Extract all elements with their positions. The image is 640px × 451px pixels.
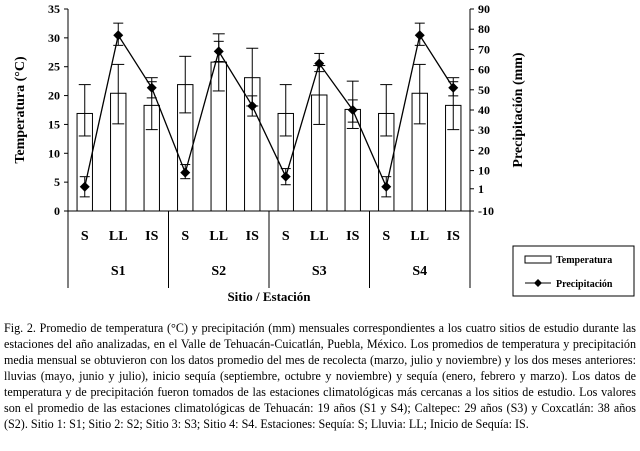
right-tick-label: 1 bbox=[478, 181, 484, 196]
group-label: S1 bbox=[110, 264, 126, 279]
category-label: S bbox=[382, 229, 391, 244]
right-tick-label: -10 bbox=[478, 204, 494, 218]
left-tick-label: 30 bbox=[48, 30, 60, 45]
group-label: S4 bbox=[412, 264, 428, 279]
category-label: S bbox=[181, 229, 190, 244]
left-tick-label: 5 bbox=[54, 175, 60, 190]
left-tick-label: 0 bbox=[54, 204, 60, 218]
right-tick-label: 90 bbox=[478, 2, 490, 16]
left-tick-label: 35 bbox=[48, 2, 60, 16]
category-label: IS bbox=[446, 229, 460, 244]
legend-temperature-label: Temperatura bbox=[556, 255, 613, 266]
right-tick-label: 50 bbox=[478, 82, 490, 97]
right-axis-title: Precipitación (mm) bbox=[511, 52, 526, 168]
right-tick-label: 40 bbox=[478, 103, 490, 117]
group-label: S2 bbox=[211, 264, 227, 279]
left-tick-label: 20 bbox=[48, 88, 60, 103]
category-label: LL bbox=[410, 229, 430, 244]
precipitation-marker bbox=[147, 83, 157, 93]
left-axis-title: Temperatura (°C) bbox=[13, 56, 28, 164]
precipitation-marker bbox=[448, 83, 458, 93]
right-tick-label: 10 bbox=[478, 163, 490, 178]
x-axis-title: Sitio / Estación bbox=[227, 289, 311, 304]
precipitation-marker bbox=[314, 59, 324, 69]
left-tick-label: 15 bbox=[48, 117, 60, 132]
right-tick-label: 30 bbox=[478, 123, 490, 138]
precipitation-line bbox=[85, 35, 454, 187]
category-label: IS bbox=[245, 229, 259, 244]
left-tick-label: 25 bbox=[48, 59, 60, 74]
legend-temperature-swatch bbox=[525, 256, 551, 263]
group-label: S3 bbox=[311, 264, 327, 279]
category-label: S bbox=[281, 229, 290, 244]
category-label: S bbox=[80, 229, 89, 244]
precipitation-marker bbox=[415, 30, 425, 40]
legend-precipitation-label: Precipitación bbox=[556, 279, 613, 290]
left-tick-label: 10 bbox=[48, 146, 60, 161]
right-tick-label: 70 bbox=[478, 42, 490, 57]
category-label: LL bbox=[108, 229, 128, 244]
figure-caption: Fig. 2. Promedio de temperatura (°C) y precipitación (mm) mensuales correspondientes a los cuatro sitios de estudio durante las estaciones del año analizadas, en el Valle de Tehuacán-Cuicatlán, Puebla, México. Los promedios de temperatura y precipitación media mensual se obtuvieron con los datos promedio del mes de recolecta (marzo, julio y noviembre) y los dos meses anteriores: lluvias (mayo, junio y julio), inicio sequía (septiembre, octubre y noviembre) y sequía (enero, febrero y marzo). Los datos de temperatura y de precipitación fueron tomados de las estaciones climatológicas más cercanas a los sitios de estudio. Los valores son el promedio de las estaciones climatológicas de Tehuacán: 19 años (S1 y S4); Caltepec: 29 años (S3) y Coxcatlán: 38 años (S2). Sitio 1: S1; Sitio 2: S2; Sitio 3: S3; Sitio 4: S4. Estaciones: Sequía: S; Lluvia: LL; Inicio de Sequía: IS. bbox=[4, 321, 636, 431]
category-label: LL bbox=[209, 229, 229, 244]
right-tick-label: 80 bbox=[478, 22, 490, 37]
right-tick-label: 60 bbox=[478, 62, 490, 77]
category-label: IS bbox=[346, 229, 360, 244]
precipitation-marker bbox=[214, 46, 224, 56]
category-label: LL bbox=[309, 229, 329, 244]
right-tick-label: 20 bbox=[478, 143, 490, 158]
category-label: IS bbox=[145, 229, 159, 244]
precipitation-marker bbox=[113, 30, 123, 40]
